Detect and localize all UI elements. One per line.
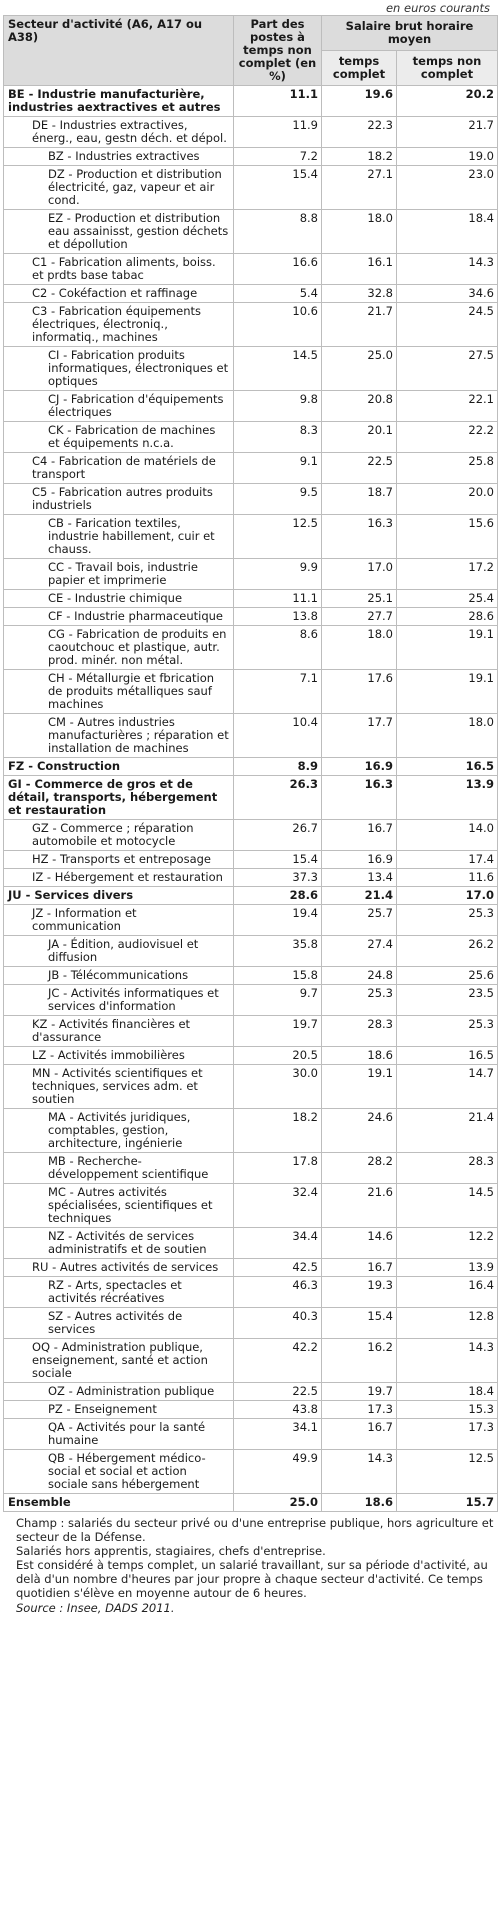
part-value: 37.3	[234, 869, 322, 887]
table-row	[4, 776, 498, 820]
full-time-value: 18.0	[322, 626, 397, 670]
sector-label: CK - Fabrication de machines et équipements n.c.a.	[4, 422, 234, 453]
sector-label: MC - Autres activités spécialisées, scientifiques et techniques	[4, 1184, 234, 1228]
table-row	[4, 1383, 498, 1401]
notes	[16, 1516, 494, 1615]
part-value: 8.6	[234, 626, 322, 670]
part-value: 13.8	[234, 608, 322, 626]
full-time-value: 13.4	[322, 869, 397, 887]
part-time-value: 14.3	[397, 1339, 498, 1383]
table-body	[4, 86, 498, 1494]
sector-label: CB - Farication textiles, industrie habillement, cuir et chauss.	[4, 515, 234, 559]
part-time-value: 25.8	[397, 453, 498, 484]
sector-label: OZ - Administration publique	[4, 1383, 234, 1401]
table-row	[4, 1277, 498, 1308]
part-time-value: 19.0	[397, 148, 498, 166]
full-time-value: 27.1	[322, 166, 397, 210]
part-value: 11.1	[234, 86, 322, 117]
part-value: 11.1	[234, 590, 322, 608]
part-value: 15.4	[234, 851, 322, 869]
part-time-value: 21.4	[397, 1109, 498, 1153]
sector-label: LZ - Activités immobilières	[4, 1047, 234, 1065]
sector-label: GZ - Commerce ; réparation automobile et motocycle	[4, 820, 234, 851]
sector-label: CH - Métallurgie et fbrication de produits métalliques sauf machines	[4, 670, 234, 714]
table-row	[4, 1109, 498, 1153]
table-row	[4, 86, 498, 117]
full-time-value: 18.2	[322, 148, 397, 166]
table-row	[4, 820, 498, 851]
total-label: Ensemble	[4, 1494, 234, 1512]
unit-note: en euros courants	[385, 1, 490, 15]
sector-label: JC - Activités informatiques et services d'information	[4, 985, 234, 1016]
part-value: 34.1	[234, 1419, 322, 1450]
full-time-value: 16.7	[322, 820, 397, 851]
part-time-value: 25.3	[397, 1016, 498, 1047]
sector-label: JU - Services divers	[4, 887, 234, 905]
sector-label: C4 - Fabrication de matériels de transport	[4, 453, 234, 484]
table-row	[4, 714, 498, 758]
table-row	[4, 1184, 498, 1228]
full-time-value: 15.4	[322, 1308, 397, 1339]
part-value: 43.8	[234, 1401, 322, 1419]
part-value: 7.2	[234, 148, 322, 166]
part-time-value: 27.5	[397, 347, 498, 391]
part-time-value: 19.1	[397, 626, 498, 670]
total-nonfull: 15.7	[397, 1494, 498, 1512]
sector-label: DZ - Production et distribution électricité, gaz, vapeur et air cond.	[4, 166, 234, 210]
part-time-value: 20.2	[397, 86, 498, 117]
part-value: 10.6	[234, 303, 322, 347]
full-time-value: 17.6	[322, 670, 397, 714]
full-time-value: 21.6	[322, 1184, 397, 1228]
table-row	[4, 515, 498, 559]
part-value: 8.3	[234, 422, 322, 453]
sector-label: EZ - Production et distribution eau assainisst, gestion déchets et dépollution	[4, 210, 234, 254]
full-time-value: 24.8	[322, 967, 397, 985]
full-time-value: 16.9	[322, 851, 397, 869]
table-row	[4, 670, 498, 714]
table-row	[4, 608, 498, 626]
full-time-value: 20.1	[322, 422, 397, 453]
table-row	[4, 210, 498, 254]
note-scope: Champ : salariés du secteur privé ou d'une entreprise publique, hors agriculture et secteur de la Défense.	[16, 1516, 494, 1544]
part-value: 49.9	[234, 1450, 322, 1494]
full-time-value: 20.8	[322, 391, 397, 422]
sector-label: CE - Industrie chimique	[4, 590, 234, 608]
full-time-value: 18.6	[322, 1047, 397, 1065]
sector-label: RZ - Arts, spectacles et activités récréatives	[4, 1277, 234, 1308]
sector-label: CF - Industrie pharmaceutique	[4, 608, 234, 626]
sector-label: KZ - Activités financières et d'assurance	[4, 1016, 234, 1047]
part-value: 5.4	[234, 285, 322, 303]
part-time-value: 15.6	[397, 515, 498, 559]
part-value: 34.4	[234, 1228, 322, 1259]
part-time-value: 28.3	[397, 1153, 498, 1184]
part-time-value: 14.3	[397, 254, 498, 285]
part-value: 15.8	[234, 967, 322, 985]
table-row	[4, 869, 498, 887]
full-time-value: 22.3	[322, 117, 397, 148]
full-time-value: 16.2	[322, 1339, 397, 1383]
part-value: 9.8	[234, 391, 322, 422]
part-time-value: 16.4	[397, 1277, 498, 1308]
table-row	[4, 1419, 498, 1450]
table-row	[4, 626, 498, 670]
part-time-value: 11.6	[397, 869, 498, 887]
part-time-value: 12.2	[397, 1228, 498, 1259]
sector-label: C5 - Fabrication autres produits industriels	[4, 484, 234, 515]
part-time-value: 17.3	[397, 1419, 498, 1450]
table-header	[4, 16, 498, 86]
sector-label: SZ - Autres activités de services	[4, 1308, 234, 1339]
part-time-value: 22.2	[397, 422, 498, 453]
sector-label: C3 - Fabrication équipements électriques, électroniq., informatiq., machines	[4, 303, 234, 347]
part-time-value: 24.5	[397, 303, 498, 347]
sector-label: CG - Fabrication de produits en caoutchouc et plastique, autr. prod. minér. non métal.	[4, 626, 234, 670]
part-value: 11.9	[234, 117, 322, 148]
table-row	[4, 1065, 498, 1109]
full-time-value: 14.3	[322, 1450, 397, 1494]
part-time-value: 16.5	[397, 758, 498, 776]
table-row	[4, 967, 498, 985]
full-time-value: 25.1	[322, 590, 397, 608]
part-value: 22.5	[234, 1383, 322, 1401]
sector-label: PZ - Enseignement	[4, 1401, 234, 1419]
part-value: 30.0	[234, 1065, 322, 1109]
part-value: 10.4	[234, 714, 322, 758]
part-value: 9.9	[234, 559, 322, 590]
total-part: 25.0	[234, 1494, 322, 1512]
part-time-value: 14.7	[397, 1065, 498, 1109]
full-time-value: 16.3	[322, 776, 397, 820]
full-time-value: 16.3	[322, 515, 397, 559]
sector-label: GI - Commerce de gros et de détail, transports, hébergement et restauration	[4, 776, 234, 820]
sector-label: JZ - Information et communication	[4, 905, 234, 936]
part-value: 28.6	[234, 887, 322, 905]
part-time-value: 22.1	[397, 391, 498, 422]
table-row	[4, 1401, 498, 1419]
part-time-value: 20.0	[397, 484, 498, 515]
full-time-value: 28.2	[322, 1153, 397, 1184]
part-time-value: 19.1	[397, 670, 498, 714]
table-row	[4, 484, 498, 515]
sector-label: CI - Fabrication produits informatiques, électroniques et optiques	[4, 347, 234, 391]
sector-label: IZ - Hébergement et restauration	[4, 869, 234, 887]
full-time-value: 25.3	[322, 985, 397, 1016]
part-time-value: 13.9	[397, 776, 498, 820]
part-time-value: 15.3	[397, 1401, 498, 1419]
table-row	[4, 936, 498, 967]
part-value: 42.5	[234, 1259, 322, 1277]
full-time-value: 16.1	[322, 254, 397, 285]
table-row	[4, 851, 498, 869]
full-time-value: 19.3	[322, 1277, 397, 1308]
full-time-value: 16.7	[322, 1259, 397, 1277]
part-time-value: 13.9	[397, 1259, 498, 1277]
header-part-time: temps non complet	[397, 51, 498, 86]
part-value: 14.5	[234, 347, 322, 391]
part-value: 26.7	[234, 820, 322, 851]
part-time-value: 18.0	[397, 714, 498, 758]
part-time-value: 25.4	[397, 590, 498, 608]
part-value: 9.1	[234, 453, 322, 484]
part-time-value: 14.0	[397, 820, 498, 851]
part-time-value: 25.3	[397, 905, 498, 936]
table-row	[4, 1450, 498, 1494]
full-time-value: 17.0	[322, 559, 397, 590]
header-sector: Secteur d'activité (A6, A17 ou A38)	[4, 16, 234, 86]
part-time-value: 21.7	[397, 117, 498, 148]
full-time-value: 27.7	[322, 608, 397, 626]
full-time-value: 21.7	[322, 303, 397, 347]
part-value: 19.4	[234, 905, 322, 936]
full-time-value: 24.6	[322, 1109, 397, 1153]
note-source: Source : Insee, DADS 2011.	[16, 1601, 175, 1615]
part-value: 35.8	[234, 936, 322, 967]
table-row-total	[4, 1494, 498, 1512]
table-row	[4, 887, 498, 905]
full-time-value: 32.8	[322, 285, 397, 303]
table-row	[4, 1339, 498, 1383]
salary-table	[3, 15, 498, 1512]
part-time-value: 17.4	[397, 851, 498, 869]
part-value: 15.4	[234, 166, 322, 210]
part-time-value: 17.0	[397, 887, 498, 905]
sector-label: C1 - Fabrication aliments, boiss. et prdts base tabac	[4, 254, 234, 285]
table-row	[4, 285, 498, 303]
sector-label: QA - Activités pour la santé humaine	[4, 1419, 234, 1450]
sector-label: FZ - Construction	[4, 758, 234, 776]
table-row	[4, 905, 498, 936]
table-row	[4, 347, 498, 391]
part-time-value: 14.5	[397, 1184, 498, 1228]
sector-label: RU - Autres activités de services	[4, 1259, 234, 1277]
part-time-value: 12.8	[397, 1308, 498, 1339]
full-time-value: 25.0	[322, 347, 397, 391]
part-value: 7.1	[234, 670, 322, 714]
part-value: 9.7	[234, 985, 322, 1016]
part-value: 20.5	[234, 1047, 322, 1065]
table-row	[4, 422, 498, 453]
sector-label: DE - Industries extractives, énerg., eau, gestn déch. et dépol.	[4, 117, 234, 148]
sector-label: CM - Autres industries manufacturières ; réparation et installation de machines	[4, 714, 234, 758]
total-full: 18.6	[322, 1494, 397, 1512]
full-time-value: 17.7	[322, 714, 397, 758]
table-row	[4, 166, 498, 210]
full-time-value: 16.7	[322, 1419, 397, 1450]
table-row	[4, 758, 498, 776]
sector-label: MB - Recherche-développement scientifique	[4, 1153, 234, 1184]
part-time-value: 34.6	[397, 285, 498, 303]
part-value: 17.8	[234, 1153, 322, 1184]
table-row	[4, 1016, 498, 1047]
full-time-value: 19.7	[322, 1383, 397, 1401]
part-value: 40.3	[234, 1308, 322, 1339]
sector-label: BE - Industrie manufacturière, industries aextractives et autres	[4, 86, 234, 117]
part-time-value: 23.0	[397, 166, 498, 210]
part-time-value: 26.2	[397, 936, 498, 967]
full-time-value: 21.4	[322, 887, 397, 905]
table-row	[4, 1047, 498, 1065]
sector-label: OQ - Administration publique, enseignement, santé et action sociale	[4, 1339, 234, 1383]
header-salary: Salaire brut horaire moyen	[322, 16, 498, 51]
full-time-value: 16.9	[322, 758, 397, 776]
part-time-value: 12.5	[397, 1450, 498, 1494]
table-row	[4, 985, 498, 1016]
table-row	[4, 1308, 498, 1339]
sector-label: NZ - Activités de services administratifs et de soutien	[4, 1228, 234, 1259]
part-value: 8.8	[234, 210, 322, 254]
table-row	[4, 559, 498, 590]
table-row	[4, 1228, 498, 1259]
part-value: 26.3	[234, 776, 322, 820]
part-time-value: 25.6	[397, 967, 498, 985]
sector-label: JA - Édition, audiovisuel et diffusion	[4, 936, 234, 967]
full-time-value: 18.7	[322, 484, 397, 515]
part-value: 42.2	[234, 1339, 322, 1383]
table-row	[4, 453, 498, 484]
full-time-value: 14.6	[322, 1228, 397, 1259]
table-row	[4, 303, 498, 347]
part-value: 32.4	[234, 1184, 322, 1228]
part-time-value: 23.5	[397, 985, 498, 1016]
table-row	[4, 1259, 498, 1277]
sector-label: CC - Travail bois, industrie papier et imprimerie	[4, 559, 234, 590]
full-time-value: 22.5	[322, 453, 397, 484]
sector-label: MN - Activités scientifiques et techniques, services adm. et soutien	[4, 1065, 234, 1109]
part-value: 9.5	[234, 484, 322, 515]
part-time-value: 18.4	[397, 210, 498, 254]
full-time-value: 25.7	[322, 905, 397, 936]
full-time-value: 19.1	[322, 1065, 397, 1109]
full-time-value: 18.0	[322, 210, 397, 254]
header-full-time: temps complet	[322, 51, 397, 86]
sector-label: HZ - Transports et entreposage	[4, 851, 234, 869]
table-row	[4, 590, 498, 608]
table-row	[4, 391, 498, 422]
full-time-value: 27.4	[322, 936, 397, 967]
part-value: 12.5	[234, 515, 322, 559]
full-time-value: 28.3	[322, 1016, 397, 1047]
header-part: Part des postes à temps non complet (en %)	[234, 16, 322, 86]
part-time-value: 28.6	[397, 608, 498, 626]
table-row	[4, 117, 498, 148]
sector-label: C2 - Cokéfaction et raffinage	[4, 285, 234, 303]
full-time-value: 19.6	[322, 86, 397, 117]
note-definition: Est considéré à temps complet, un salarié travaillant, sur sa période d'activité, au delà d'un nombre d'heures par jour propre à chaque secteur d'activité. Ce temps quotidien s'élève en moyenne autour de 6 heures.	[16, 1558, 488, 1600]
part-time-value: 16.5	[397, 1047, 498, 1065]
table-row	[4, 254, 498, 285]
part-value: 19.7	[234, 1016, 322, 1047]
part-value: 8.9	[234, 758, 322, 776]
note-excluded: Salariés hors apprentis, stagiaires, chefs d'entreprise.	[16, 1544, 326, 1558]
sector-label: BZ - Industries extractives	[4, 148, 234, 166]
part-value: 46.3	[234, 1277, 322, 1308]
table-row	[4, 148, 498, 166]
full-time-value: 17.3	[322, 1401, 397, 1419]
sector-label: QB - Hébergement médico-social et social et action sociale sans hébergement	[4, 1450, 234, 1494]
sector-label: JB - Télécommunications	[4, 967, 234, 985]
part-time-value: 18.4	[397, 1383, 498, 1401]
sector-label: CJ - Fabrication d'équipements électriques	[4, 391, 234, 422]
part-time-value: 17.2	[397, 559, 498, 590]
sector-label: MA - Activités juridiques, comptables, gestion, architecture, ingénierie	[4, 1109, 234, 1153]
part-value: 16.6	[234, 254, 322, 285]
part-value: 18.2	[234, 1109, 322, 1153]
table-row	[4, 1153, 498, 1184]
